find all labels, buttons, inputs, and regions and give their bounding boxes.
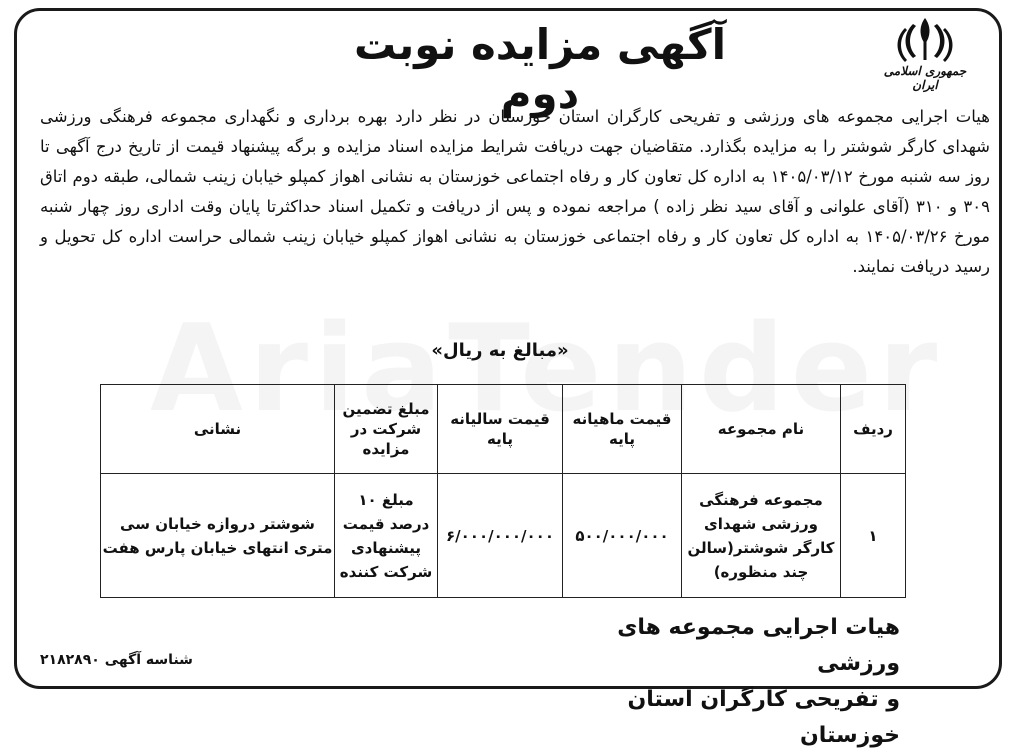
cell-row-number: ۱ (841, 474, 906, 598)
col-header-guarantee: مبلغ تضمین شرکت در مزایده (335, 385, 438, 474)
col-header-row-number: ردیف (841, 385, 906, 474)
emblem-caption: جمهوری اسلامی ایران (883, 64, 967, 92)
page-title: آگهی مزایده نوبت دوم (354, 20, 726, 118)
iran-emblem (870, 14, 980, 92)
cell-yearly: ۶/۰۰۰/۰۰۰/۰۰۰ (438, 474, 563, 598)
currency-note: «مبالغ به ریال» (431, 340, 569, 361)
col-header-monthly: قیمت ماهیانه پایه (563, 385, 682, 474)
auction-table (100, 384, 906, 598)
emblem-icon (893, 14, 957, 66)
col-header-name: نام مجموعه (682, 385, 841, 474)
cell-monthly: ۵۰۰/۰۰۰/۰۰۰ (563, 474, 682, 598)
cell-address: شوشتر دروازه خیابان سی متری انتهای خیابان پارس هفت (101, 474, 335, 598)
cell-name: مجموعه فرهنگی ورزشی شهدای کارگر شوشتر(سالن چند منظوره) (682, 474, 841, 598)
cell-guarantee: مبلغ ۱۰ درصد قیمت پیشنهادی شرکت کننده (335, 474, 438, 598)
table-row (101, 474, 906, 598)
signature-block (560, 610, 900, 754)
signature-line-2: و تفریحی کارگران استان خوزستان (627, 687, 900, 748)
table-header-row (101, 385, 906, 474)
col-header-yearly: قیمت سالیانه پایه (438, 385, 563, 474)
col-header-address: نشانی (101, 385, 335, 474)
notice-paragraph: هیات اجرایی مجموعه های ورزشی و تفریحی کارگران استان خوزستان در نظر دارد بهره برداری و نگهداری مجموعه فرهنگی ورزشی شهدای کارگر شوشتر را به مزایده بگذارد. متقاضیان جهت دریافت شرایط مزایده اسناد مزایده و برگه پیشنهاد قیمت از تاریخ درج آگهی تا روز سه شنبه مورخ ۱۴۰۵/۰۳/۱۲ به اداره کل تعاون کار و رفاه اجتماعی خوزستان به نشانی اهواز کمپلو خیابان زینب شمالی، طبقه دوم اتاق ۳۰۹ و ۳۱۰ (آقای علوانی و آقای سید نظر زاده ) مراجعه نموده و پس از دریافت و تکمیل اسناد حداکثرتا پایان وقت اداری روز چهار شنبه مورخ ۱۴۰۵/۰۳/۲۶ به اداره کل تعاون کار و رفاه اجتماعی خوزستان به نشانی اهواز کمپلو خیابان زینب شمالی حراست اداره کل تحویل و رسید دریافت نمایند. (40, 107, 990, 276)
ad-id: شناسه آگهی ۲۱۸۲۸۹۰ (40, 652, 193, 668)
signature-line-1: هیات اجرایی مجموعه های ورزشی (617, 615, 900, 676)
